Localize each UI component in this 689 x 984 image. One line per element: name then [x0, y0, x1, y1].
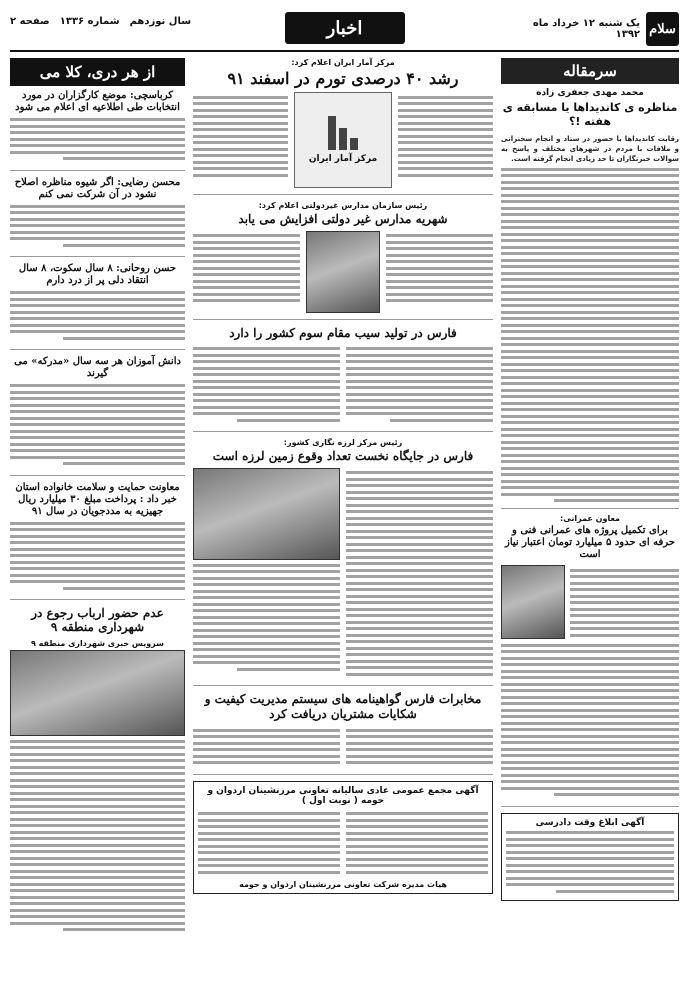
left-column — [10, 58, 185, 947]
article-telecom — [193, 692, 493, 774]
article-telecom-headline: مخابرات فارس گواهینامه های سیستم مدیریت کیفیت و شکایات مشتریان دریافت کرد — [204, 692, 482, 721]
volume-year: سال نوزدهم — [129, 16, 192, 27]
cooperative-ad-footer: هیات مدیره شرکت تعاونی مرزنشینان اردوان و حومه — [239, 880, 447, 890]
article-apple — [193, 326, 493, 433]
official-portrait — [501, 565, 565, 639]
news-dowry-headline: معاونت حمایت و سلامت خانواده استان خبر داد : پرداخت مبلغ ۳۰ میلیارد ریال جهیزیه به مددجویان در سال ۹۱ — [15, 481, 180, 517]
left-banner: از هر دری، کلا می — [10, 58, 185, 86]
masthead — [10, 8, 679, 52]
court-notice — [501, 813, 679, 902]
article-school-headline: شهریه مدارس غیر دولتی افزایش می یابد — [238, 212, 448, 227]
section-title: اخبار — [285, 12, 405, 44]
news-dowry — [10, 482, 185, 601]
page-number: صفحه ۲ — [10, 16, 50, 27]
news-students-headline: دانش آموزان هر سه سال «مدرکه» می گیرند — [14, 356, 181, 379]
municipality-office-photo — [10, 650, 185, 736]
court-notice-title: آگهی ابلاغ وقت دادرسی — [535, 817, 645, 828]
issue-number: شماره ۱۳۳۶ — [59, 16, 120, 27]
editorial-title: مناظره ی کاندیداها یا مسابقه ی هفته !؟ — [502, 101, 678, 129]
news-municipality-caption: سرویس خبری شهرداری منطقه ۹ — [30, 638, 165, 648]
article-apple-headline: فارس در تولید سیب مقام سوم کشور را دارد — [229, 325, 457, 340]
article-earthquake-kicker: رئیس مرکز لرزه نگاری کشور: — [283, 438, 403, 448]
masthead-right — [509, 10, 679, 48]
article-inflation-headline: رشد ۴۰ درصدی تورم در اسفند ۹۱ — [227, 69, 459, 88]
issue-date: یک شنبه ۱۲ خرداد ماه ۱۳۹۲ — [532, 18, 641, 40]
article-school-kicker: رئیس سازمان مدارس غیردولتی اعلام کرد: — [258, 201, 428, 211]
masthead-left — [10, 16, 191, 27]
news-municipality-headline: عدم حضور ارباب رجوع در شهرداری منطقه ۹ — [31, 606, 164, 635]
article-earthquake-headline: فارس در جایگاه نخست تعداد وقوع زمین لرزه است — [212, 449, 474, 464]
newspaper-logo: سلام — [646, 12, 679, 46]
news-rouhani — [10, 263, 185, 350]
editorial-lead: رقابت کاندیداها با حضور در ستاد و انجام سخنرانی و ملاقات با مردم در شهرهای مختلف و پاسخ به سوالات خبرنگاران تا حد زیادی انجام گرفته است. — [501, 134, 679, 163]
news-rezaei — [10, 177, 185, 258]
official-photo — [306, 231, 380, 313]
article-school-tuition — [193, 201, 493, 319]
article-inflation — [193, 58, 493, 195]
cooperative-ad — [193, 781, 493, 895]
bar-graphic-icon — [328, 116, 358, 150]
right-column — [501, 58, 679, 901]
news-rouhani-headline: حسن روحانی: ۸ سال سکوت، ۸ سال انتقاد دلی پر از درد دارم — [18, 263, 177, 286]
statistics-center-logo — [294, 92, 391, 188]
article-technical — [501, 508, 679, 807]
news-karbaschi-headline: کرباسچی: موضع کارگزاران در مورد انتخابات طی اطلاعیه ای اعلام می شود — [15, 90, 180, 113]
seismology-official-photo — [193, 468, 340, 560]
editorial-banner: سرمقاله — [501, 58, 679, 84]
editorial-body — [501, 168, 679, 503]
article-technical-kicker: معاون عمرانی: — [560, 514, 620, 524]
article-inflation-kicker: مرکز آمار ایران اعلام کرد: — [291, 58, 395, 67]
news-rezaei-headline: محسن رضایی: اگر شیوه مناظره اصلاح نشود در آن شرکت نمی کنم — [14, 176, 181, 200]
news-students — [10, 356, 185, 476]
article-earthquake — [193, 438, 493, 686]
news-municipality — [10, 606, 185, 941]
editorial-author: محمد مهدی جعفری زاده — [536, 88, 644, 98]
cooperative-ad-title: آگهی مجمع عمومی عادی سالیانه تعاونی مرزنشینان اردوان و حومه ( نوبت اول ) — [207, 785, 479, 806]
statistics-center-name: مرکز آمار ایران — [308, 154, 378, 165]
news-karbaschi — [10, 90, 185, 171]
article-technical-headline: برای تکمیل پروژه های عمرانی فنی و حرفه ای حدود ۵ میلیارد تومان اعتبار نیاز است — [505, 525, 675, 561]
middle-column — [193, 58, 493, 894]
